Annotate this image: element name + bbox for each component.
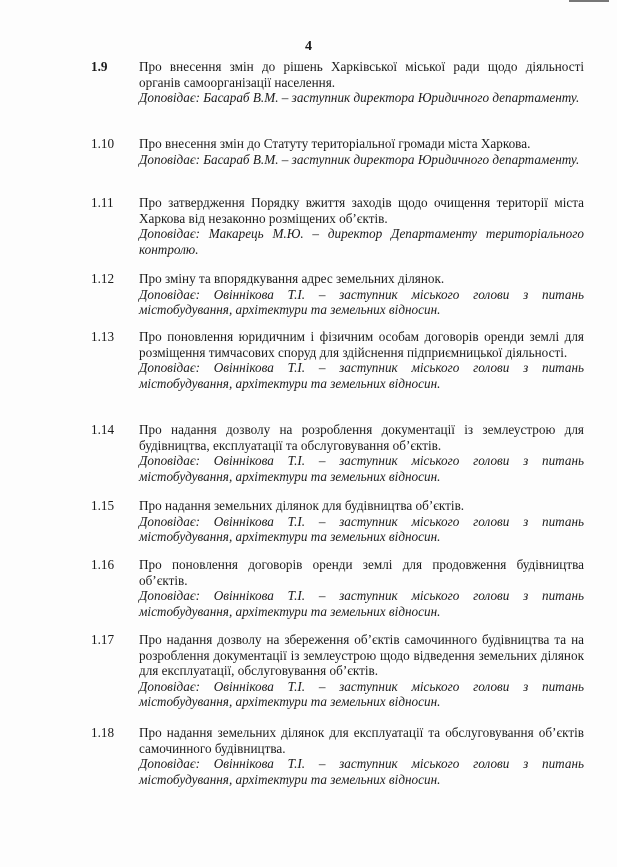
agenda-item-speaker: Доповідає: Овіннікова Т.І. – заступник міського голови з питань містобудування, архітектури та земельних відносин. <box>139 588 584 619</box>
agenda-item-body <box>139 632 584 710</box>
agenda-item-number: 1.11 <box>91 195 114 210</box>
agenda-item-body <box>139 136 584 167</box>
agenda-item-title: Про поновлення договорів оренди землі для продовження будівництва об’єктів. <box>139 557 584 588</box>
agenda-item-title: Про внесення змін до рішень Харківської міської ради щодо діяльності органів самоорганізації населення. <box>139 59 584 90</box>
agenda-item-speaker: Доповідає: Овіннікова Т.І. – заступник міського голови з питань містобудування, архітектури та земельних відносин. <box>139 360 584 391</box>
agenda-item-number: 1.12 <box>91 271 115 286</box>
agenda-item-body <box>139 557 584 619</box>
agenda-item-number: 1.13 <box>91 329 115 344</box>
agenda-item-title: Про надання дозволу на розроблення документації із землеустрою для будівництва, експлуатації та обслуговування об’єктів. <box>139 422 584 453</box>
scan-edge-mark <box>569 0 609 2</box>
agenda-item-number: 1.16 <box>91 557 115 572</box>
agenda-item-body <box>139 59 584 106</box>
agenda-item-speaker: Доповідає: Овіннікова Т.І. – заступник міського голови з питань містобудування, архітектури та земельних відносин. <box>139 286 584 318</box>
agenda-item-number: 1.15 <box>91 498 115 513</box>
agenda-item-title: Про внесення змін до Статуту територіальної громади міста Харкова. <box>139 136 531 151</box>
agenda-item-number: 1.10 <box>91 136 115 151</box>
agenda-item-title: Про затвердження Порядку вжиття заходів щодо очищення території міста Харкова від незаконно розміщених об’єктів. <box>139 195 584 226</box>
agenda-item-body <box>139 498 584 545</box>
agenda-item-speaker: Доповідає: Овіннікова Т.І. – заступник міського голови з питань містобудування, архітектури та земельних відносин. <box>139 513 584 545</box>
page-number: 4 <box>305 39 312 54</box>
agenda-item-title: Про поновлення юридичним і фізичним особам договорів оренди землі для розміщення тимчасових споруд для здійснення підприємницької діяльності. <box>139 329 584 360</box>
agenda-item-speaker: Доповідає: Овіннікова Т.І. – заступник міського голови з питань містобудування, архітектури та земельних відносин. <box>139 756 584 787</box>
agenda-item-title: Про надання дозволу на збереження об’єктів самочинного будівництва та на розроблення документації із землеустрою щодо відведення земельних ділянок для експлуатації, обслуговування об’єктів. <box>139 632 584 679</box>
agenda-item-number: 1.17 <box>91 632 115 647</box>
agenda-item-body <box>139 422 584 484</box>
agenda-item-speaker: Доповідає: Басараб В.М. – заступник директора Юридичного департаменту. <box>139 90 580 106</box>
agenda-item-body <box>139 271 584 318</box>
agenda-item-number: 1.18 <box>91 725 115 740</box>
agenda-item-speaker: Доповідає: Басараб В.М. – заступник директора Юридичного департаменту. <box>139 151 580 167</box>
agenda-item-speaker: Доповідає: Овіннікова Т.І. – заступник міського голови з питань містобудування, архітектури та земельних відносин. <box>139 453 584 484</box>
agenda-item-body <box>139 329 584 391</box>
agenda-item-speaker: Доповідає: Макарець М.Ю. – директор Департаменту територіального контролю. <box>139 226 584 257</box>
agenda-item-title: Про надання земельних ділянок для експлуатації та обслуговування об’єктів самочинного будівництва. <box>139 725 584 756</box>
agenda-item-number: 1.14 <box>91 422 115 437</box>
agenda-item-body <box>139 725 584 787</box>
agenda-item-title: Про зміну та впорядкування адрес земельних ділянок. <box>139 271 445 286</box>
agenda-item-speaker: Доповідає: Овіннікова Т.І. – заступник міського голови з питань містобудування, архітектури та земельних відносин. <box>139 678 584 710</box>
agenda-item-body <box>139 195 584 257</box>
agenda-item-number: 1.9 <box>91 59 108 74</box>
agenda-item-title: Про надання земельних ділянок для будівництва об’єктів. <box>139 498 465 513</box>
